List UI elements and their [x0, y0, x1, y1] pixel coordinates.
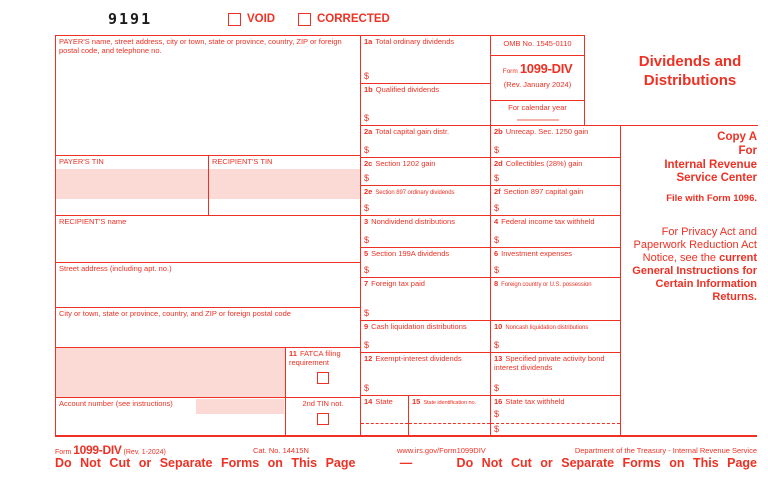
box-7[interactable]	[360, 277, 490, 320]
shaded-input-area[interactable]	[55, 347, 285, 397]
corrected-label: CORRECTED	[317, 13, 390, 25]
box-5-label: 5 Section 199A dividends	[364, 249, 450, 258]
omb-number: OMB No. 1545-0110	[503, 39, 572, 48]
recipient-name-label: RECIPIENT'S name	[59, 217, 127, 226]
box-9-dollar: $	[364, 339, 370, 350]
box-4-dollar: $	[494, 234, 500, 245]
box-10-dollar: $	[494, 339, 500, 350]
form-number-line: Form 1099-DIV	[502, 61, 573, 76]
form-revision: (Rev. January 2024)	[503, 79, 572, 89]
account-number-input[interactable]	[196, 399, 284, 414]
box-13-dollar: $	[494, 382, 500, 393]
box-16-dollar-1: $	[494, 409, 500, 419]
box-16-dollar-2: $	[494, 424, 500, 434]
box-2f[interactable]	[490, 185, 620, 215]
payer-tin-input[interactable]	[56, 169, 208, 199]
form-title: Dividends and Distributions	[638, 53, 742, 89]
box-2c-dollar: $	[364, 172, 370, 183]
payer-tin-cell	[55, 155, 208, 215]
box-1a-dollar: $	[364, 70, 370, 81]
void-checkbox[interactable]	[228, 13, 241, 26]
box-2e[interactable]	[360, 185, 490, 215]
box-6[interactable]	[490, 247, 620, 277]
form-number-cell	[490, 55, 585, 100]
second-tin-cell	[285, 397, 360, 437]
payer-info-label: PAYER'S name, street address, city or town, state or province, country, ZIP or foreign postal code, and telephone no.	[59, 37, 342, 55]
box-12-dollar: $	[364, 382, 370, 393]
payer-info-cell[interactable]	[55, 35, 360, 155]
box-9-label: 9 Cash liquidation distributions	[364, 322, 467, 331]
box-2c[interactable]	[360, 157, 490, 185]
privacy-note: For Privacy Act and Paperwork Reduction Act Notice, see the current General Instructions for Certain Information Returns.	[632, 226, 757, 303]
box-8[interactable]	[490, 277, 620, 320]
second-tin-checkbox[interactable]	[317, 413, 329, 425]
box-2e-dollar: $	[364, 202, 370, 213]
box-15-label: 15 State identification no.	[412, 397, 476, 406]
print-code: 9191	[108, 10, 153, 28]
box-10[interactable]	[490, 320, 620, 352]
banner-dash: —	[399, 456, 413, 470]
box-5[interactable]	[360, 247, 490, 277]
state-id-row-divider	[409, 423, 490, 424]
box-9[interactable]	[360, 320, 490, 352]
box-3[interactable]	[360, 215, 490, 247]
footer-form-number: 1099-DIV	[73, 443, 122, 457]
box-2d[interactable]	[490, 157, 620, 185]
recipient-tin-cell	[208, 155, 360, 215]
box-2d-dollar: $	[494, 172, 500, 183]
box-4-label: 4 Federal income tax withheld	[494, 217, 595, 226]
box-14-label: 14 State	[364, 397, 393, 406]
do-not-cut-banner: Do Not Cut or Separate Forms on This Page — Do Not Cut or Separate Forms on This Page	[55, 456, 757, 470]
calendar-year-label: For calendar year	[508, 103, 567, 112]
box-13[interactable]	[490, 352, 620, 395]
file-with-note: File with Form 1096.	[666, 193, 757, 204]
payer-tin-label: PAYER'S TIN	[59, 157, 104, 166]
box-2e-label: 2e Section 897 ordinary dividends	[364, 187, 455, 196]
footer-form-id: Form 1099-DIV (Rev. 1-2024)	[55, 443, 166, 457]
state-row-divider	[361, 423, 408, 424]
box-1b-dollar: $	[364, 112, 370, 123]
box-2a-label: 2a Total capital gain distr.	[364, 127, 450, 136]
box-5-dollar: $	[364, 264, 370, 275]
box-11-fatca-cell	[285, 347, 360, 397]
catalog-number: Cat. No. 14415N	[253, 446, 309, 455]
street-address-cell[interactable]	[55, 262, 360, 307]
box-12-label: 12 Exempt-interest dividends	[364, 354, 462, 363]
box-1b-label: 1b Qualified dividends	[364, 85, 440, 94]
fatca-checkbox[interactable]	[317, 372, 329, 384]
box-15[interactable]	[408, 395, 490, 437]
second-tin-label: 2nd TIN not.	[302, 399, 344, 408]
box-2d-label: 2d Collectibles (28%) gain	[494, 159, 583, 168]
box-6-dollar: $	[494, 264, 500, 275]
box-2b-dollar: $	[494, 144, 500, 155]
box-2a[interactable]	[360, 125, 490, 157]
form-number: 1099-DIV	[519, 61, 573, 76]
irs-url[interactable]: www.irs.gov/Form1099DIV	[397, 446, 486, 455]
box-4[interactable]	[490, 215, 620, 247]
omb-cell	[490, 35, 585, 55]
box-7-dollar: $	[364, 307, 370, 318]
box-8-label: 8 Foreign country or U.S. possession	[494, 279, 592, 288]
city-cell[interactable]	[55, 307, 360, 347]
account-number-label: Account number (see instructions)	[59, 399, 173, 408]
state-tax-row-divider	[491, 423, 620, 424]
copy-column	[620, 125, 758, 437]
recipient-tin-label: RECIPIENT'S TIN	[212, 157, 273, 166]
box-16[interactable]	[490, 395, 620, 437]
account-number-cell	[55, 397, 285, 437]
box-7-label: 7 Foreign tax paid	[364, 279, 425, 288]
void-label: VOID	[247, 13, 276, 25]
box-16-label: 16 State tax withheld	[494, 397, 565, 406]
box-1b[interactable]	[360, 83, 490, 125]
box-12[interactable]	[360, 352, 490, 395]
box-2b-label: 2b Unrecap. Sec. 1250 gain	[494, 127, 589, 136]
copy-a-block: Copy A For Internal Revenue Service Center	[664, 131, 757, 185]
calendar-year-input[interactable]	[517, 119, 559, 121]
box-3-label: 3 Nondividend distributions	[364, 217, 455, 226]
recipient-name-cell[interactable]	[55, 215, 360, 262]
box-3-dollar: $	[364, 234, 370, 245]
corrected-checkbox[interactable]	[298, 13, 311, 26]
box-1a-label: 1a Total ordinary dividends	[364, 37, 455, 46]
street-address-label: Street address (including apt. no.)	[59, 264, 172, 273]
box-2f-label: 2f Section 897 capital gain	[494, 187, 584, 196]
form-bottom-border	[55, 435, 757, 437]
calendar-year-cell[interactable]	[490, 100, 585, 125]
box-2b[interactable]	[490, 125, 620, 157]
box-2f-dollar: $	[494, 202, 500, 213]
box-13-label: 13 Specified private activity bond interest dividends	[494, 354, 605, 372]
box-2c-label: 2c Section 1202 gain	[364, 159, 436, 168]
box-2a-dollar: $	[364, 144, 370, 155]
box-1a[interactable]	[360, 35, 490, 83]
recipient-tin-input[interactable]	[209, 169, 360, 199]
box-6-label: 6 Investment expenses	[494, 249, 573, 258]
box-10-label: 10 Noncash liquidation distributions	[494, 322, 589, 331]
box-11-label: 11 FATCA filing requirement	[289, 349, 341, 367]
box-14[interactable]	[360, 395, 408, 437]
department-line: Department of the Treasury - Internal Revenue Service	[574, 446, 757, 455]
city-label: City or town, state or province, country, and ZIP or foreign postal code	[59, 309, 291, 318]
